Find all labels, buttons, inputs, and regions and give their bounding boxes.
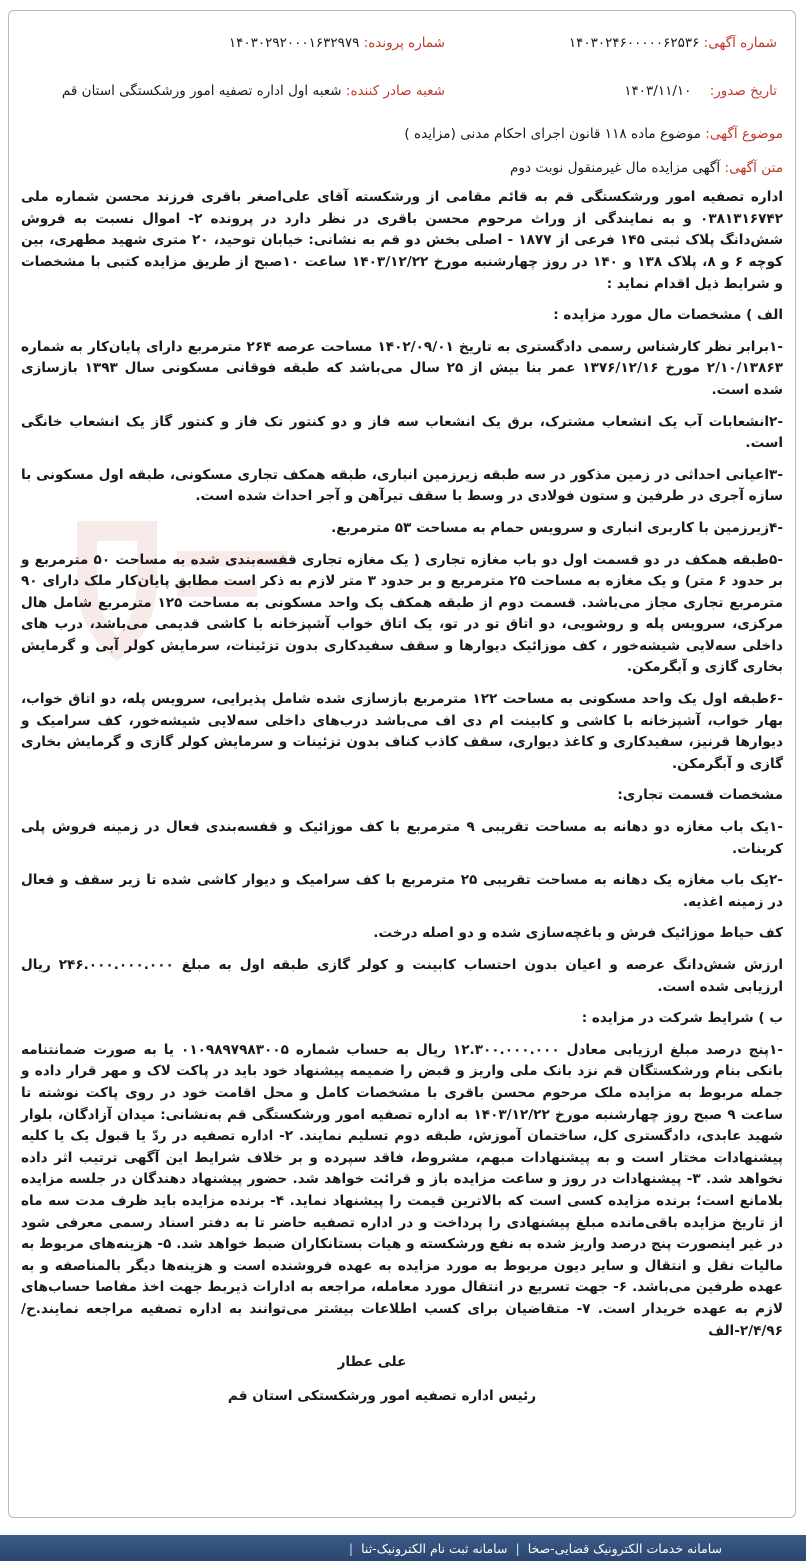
notice-number-row <box>569 35 777 51</box>
case-number: ۱۴۰۳۰۲۹۲۰۰۰۱۶۳۲۹۷۹ <box>228 35 360 51</box>
item-2-utilities: -۲انشعابات آب یک انشعاب مشترک، برق یک انشعاب سه فاز و دو کنتور تک فاز و کنتور گاز یک انشعاب خانگی است. <box>21 413 783 452</box>
issue-date-row <box>624 83 777 99</box>
subject-label: موضوع آگهی: <box>705 126 783 142</box>
item-6-first-floor: -۶طبقه اول یک واحد مسکونی به مساحت ۱۲۲ مترمربع بازسازی شده شامل پذیرایی، سرویس پله، دو اتاق خواب، بهار خواب، آشپزخانه با کاشی و کابینت ام دی اف می‌باشد درب‌های داخلی سه‌لایی شیشه‌خور، کف سرامیک و دیوارها قرنیز، سفیدکاری و کاغذ دیواری، سقف کاذب کناف بدون تزئینات و سرمایش کولر گازی و گرمایش بخاری گازی و آبگرمکن. <box>21 691 783 772</box>
signer-title: رئیس اداره تصفیه امور ورشکستکی استان قم <box>227 1387 537 1404</box>
signature-block <box>21 1352 783 1407</box>
subject-text: موضوع ماده ۱۱۸ قانون اجرای احکام مدنی (مزایده ) <box>404 126 701 142</box>
issuer-label: شعبه صادر کننده: <box>345 83 445 99</box>
issuer-row <box>62 83 445 99</box>
valuation: ارزش شش‌دانگ عرصه و اعیان بدون احتساب کابینت و کولر گازی طبقه اول به مبلغ ۲۴۶.۰۰۰.۰۰۰.۰۰۰ ریال ارزیابی شده است. <box>21 957 784 995</box>
footer-bar <box>0 1535 806 1561</box>
item-1-expert-opinion: -۱برابر نظر کارشناس رسمی دادگستری به تاریخ ۱۴۰۲/۰۹/۰۱ مساحت عرصه ۲۶۴ مترمربع دارای پایان‌کار به شماره ۲/۱۰/۱۳۸۶۳ مورخ ۱۳۷۶/۱۲/۱۶ عمر بنا بیش از ۲۵ سال می‌باشد که طبقه فوقانی مسکونی سال ۱۳۹۳ بازسازی شده است. <box>21 338 783 398</box>
item-5-ground-floor: -۵طبقه همکف در دو قسمت اول دو باب مغازه تجاری ( یک مغازه تجاری قفسه‌بندی شده به مساحت ۵۰ مترمربع و بر حدود ۶ متر) و یک مغازه به مساحت ۲۵ مترمربع و بر حدود ۳ متر لازم به ذکر است مطابق پایان‌کار ملک دارای ۹۰ مترمربع تجاری مجاز می‌باشد. قسمت دوم از طبقه همکف یک واحد مسکونی به مساحت ۱۲۵ مترمربع شامل هال مرکزی، سرویس پله و روشویی، دو اتاق تو در تو، یک اتاق خواب آشپزخانه با کاشی قدیمی می‌باشد، درب های داخلی سه‌لایی شیشه‌خور ، کف موزائیک دیوارها و سقف سفیدکاری بدون تزئینات، سرمایش کولر آبی و گرمایش بخاری گازی و آبگرمکن. <box>21 551 784 676</box>
footer-link-sakha[interactable]: سامانه خدمات الکترونیک قضایی-صخا <box>527 1540 722 1556</box>
notice-text-line <box>21 158 783 180</box>
item-4-basement: -۴زیرزمین با کاربری انباری و سرویس حمام به مساحت ۵۳ مترمربع. <box>331 519 783 536</box>
intro-paragraph: اداره تصفیه امور ورشکستگی قم به قائم مقامی از ورشکسته آقای علی‌اصغر باقری فرزند محسن شماره ملی ۰۳۸۱۳۱۶۷۴۲ و به نمایندگی از وراث مرحوم محسن باقری در نظر دارد در پرونده ۲- اموال نسبت به فروش شش‌دانگ پلاک ثبتی ۱۴۵ فرعی از ۱۸۷۷ - اصلی بخش دو قم به نشانی: خیابان توحید، ۲۰ متری شهید مطهری، بین کوچه ۶ و ۸، پلاک ۱۳۸ و ۱۴۰ در روز چهارشنبه مورخ ۱۴۰۳/۱۲/۲۲ ساعت ۱۰صبح از طریق مزایده کتبی با مشخصات و شرایط ذیل اقدام نماید : <box>21 189 784 292</box>
yard-description: کف حیاط موزائیک فرش و باغچه‌سازی شده و دو اصله درخت. <box>373 925 783 942</box>
notice-number: ۱۴۰۳۰۲۴۶۰۰۰۰۰۶۲۵۳۶ <box>568 35 700 51</box>
issuer: شعبه اول اداره تصفیه امور ورشکستگی استان قم <box>61 83 342 99</box>
notice-body <box>21 124 783 1407</box>
footer-separator: | <box>348 1540 354 1556</box>
notice-heading: آگهی مزایده مال غیرمنقول نوبت دوم <box>509 159 721 176</box>
notice-text-label: متن آگهی: <box>724 159 783 176</box>
issue-date: ۱۴۰۳/۱۱/۱۰ <box>624 83 692 99</box>
commercial-item-2: -۲یک باب مغازه یک دهانه به مساحت تقریبی ۲۵ مترمربع با کف سرامیک و دیوار کاشی شده تا زیر سقف و فعال در زمینه اغذیه. <box>21 872 783 910</box>
notice-page <box>8 10 796 1518</box>
issue-date-label: تاریخ صدور: <box>709 83 777 99</box>
notice-number-label: شماره آگهی: <box>703 35 777 51</box>
section-a-heading: الف ) مشخصات مال مورد مزایده : <box>553 307 783 324</box>
subject-line <box>21 124 783 146</box>
case-number-row <box>229 35 445 51</box>
signer-name: علی عطار <box>337 1354 407 1371</box>
commercial-item-1: -۱یک باب مغازه دو دهانه به مساحت تقریبی ۹ مترمربع با کف موزائیک و قفسه‌بندی فعال در زمینه فروش پلی کربنات. <box>21 819 783 857</box>
item-3-structure: -۳اعیانی احداثی در زمین مذکور در سه طبقه زیرزمین انباری، طبقه همکف تجاری مسکونی، طبقه اول مسکونی با سازه آجری در طرفین و ستون فولادی در وسط با سقف تیرآهن و آجر احداث شده است. <box>21 466 783 505</box>
footer-link-sana[interactable]: سامانه ثبت نام الکترونیک-ثنا <box>361 1540 508 1556</box>
section-b-heading: ب ) شرایط شرکت در مزایده : <box>581 1010 783 1027</box>
case-number-label: شماره پرونده: <box>363 35 445 51</box>
commercial-heading: مشخصات قسمت تجاری: <box>617 787 783 804</box>
footer-separator: | <box>515 1540 520 1556</box>
auction-conditions: -۱پنج درصد مبلغ ارزیابی معادل ۱۲.۳۰۰.۰۰۰.۰۰۰ ریال به حساب شماره ۰۱۰۹۸۹۷۹۸۳۰۰۵ یا به صورت ضمانتنامه بانکی بنام ورشکستگان قم نزد بانک ملی واریز و قبض را ضمیمه پیشنهاد خود باید در پاکت لاک و مهر قرار داده و جمله مربوط به مزایده ملک مرحوم محسن باقری با مشخصات کامل و محل اقامت خود در روی پاکت نوشته تا ساعت ۹ صبح روز چهارشنبه مورخ ۱۴۰۳/۱۲/۲۲ به اداره تصفیه امور ورشکستگی قم به‌نشانی: میدان آزادگان، بلوار شهید عابدی، دادگستری کل، ساختمان آموزش، طبقه دوم تسلیم نمایند. ۲- اداره تصفیه در ردّ یا قبول یک یا کلیه پیشنهادات مختار است و به پیشنهادات مبهم، مشروط، فاقد سپرده و بر خلاف شرایط این آگهی ترتیب اثر داده نخواهد شد. ۳- پیشنهادات در روز و ساعت مزایده باز و قرائت خواهد شد. حضور پیشنهاد دهندگان در جلسه مزایده بلامانع است؛ برنده مزایده کسی است که بالاترین قیمت را پیشنهاد نماید. ۴- برنده مزایده باید ظرف مدت سه ماه از تاریخ مزایده باقی‌مانده مبلغ پیشنهادی را پرداخت و در اداره تصفیه حاضر تا به دفتر اسناد رسمی معرفی شود در غیر اینصورت پنج درصد واریز شده به نفع ورشکسته و هیات بستانکاران ضبط خواهد شد. ۵- هزینه‌های مربوط به مالیات نقل و انتقال و سایر دیون مربوط به مورد مزایده به عهده فروشنده است و هزینه‌ها دیگر بالمناصفه و به عهده طرفین می‌باشد. ۶- جهت تسریع در انتقال مورد معامله، مراجعه به ادارات ذیربط جهت اخذ مفاصا حساب‌های لازم به عهده خریدار است. ۷- متقاضیان برای کسب اطلاعات بیشتر می‌توانند به اداره تصفیه مراجعه نمایند.ح/۲/۴/۹۶-الف <box>21 1041 784 1339</box>
